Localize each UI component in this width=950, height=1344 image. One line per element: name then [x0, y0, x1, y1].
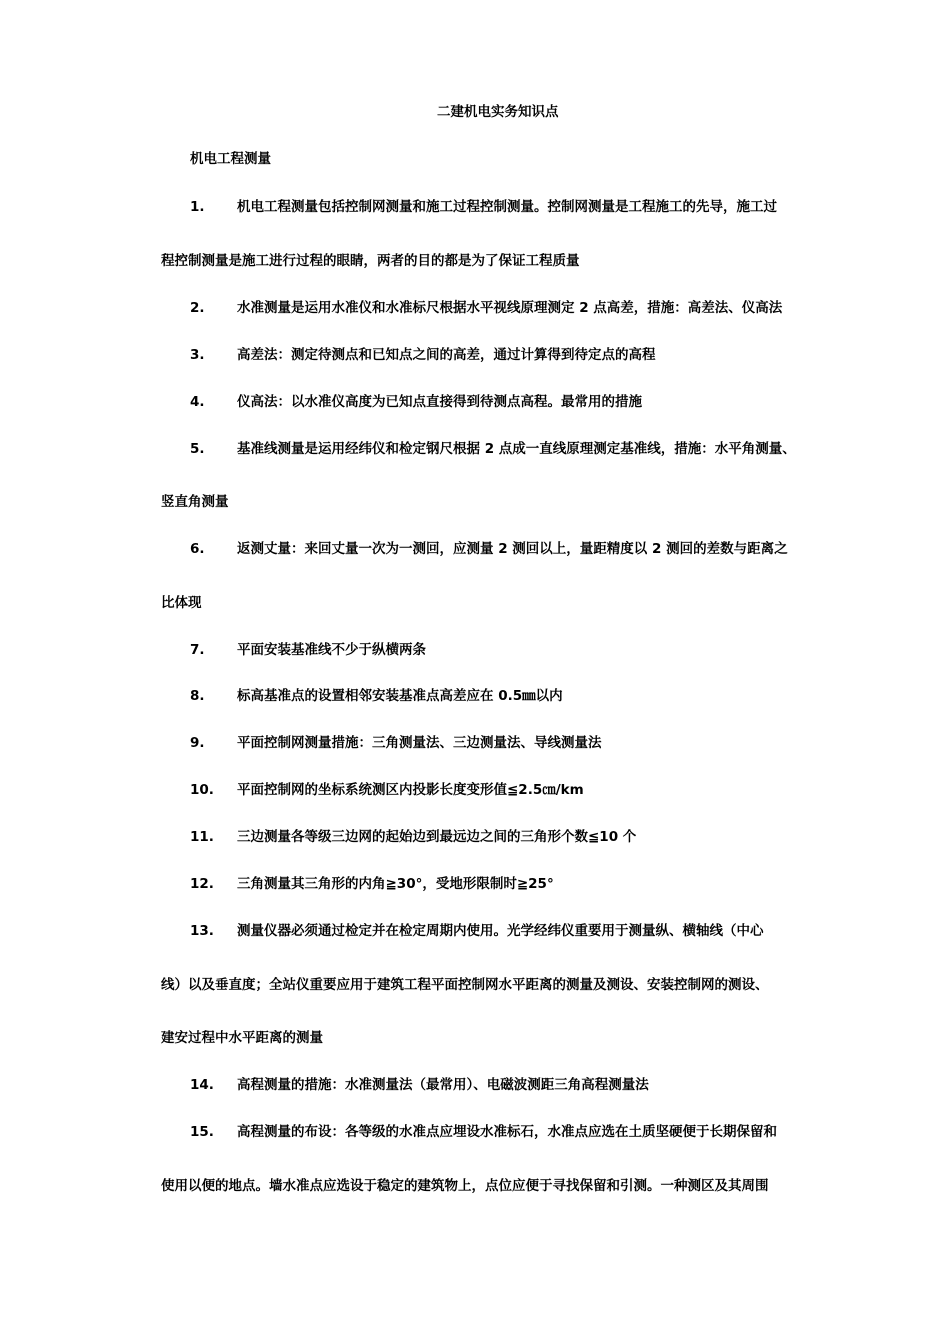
list-item-number: 8. [190, 688, 205, 704]
list-item-number: 14. [190, 1077, 214, 1093]
list-item-text-line: 三边测量各等级三边网的起始边到最远边之间的三角形个数≦10 个 [237, 829, 637, 845]
list-item-text-line: 程控制测量是施工进行过程的眼睛，两者的目的都是为了保证工程质量 [161, 253, 580, 269]
list-item-number: 1. [190, 199, 205, 215]
list-item-number: 7. [190, 642, 205, 658]
list-item-number: 9. [190, 735, 205, 751]
list-item-number: 3. [190, 347, 205, 363]
list-item-text-line: 测量仪器必须通过检定并在检定周期内使用。光学经纬仪重要用于测量纵、横轴线（中心 [237, 923, 764, 939]
list-item-number: 15. [190, 1124, 214, 1140]
list-item-text-line: 基准线测量是运用经纬仪和检定钢尺根据 2 点成一直线原理测定基准线，措施：水平角测量、 [237, 441, 796, 457]
list-item-text-line: 高程测量的措施：水准测量法（最常用）、电磁波测距三角高程测量法 [237, 1077, 649, 1093]
list-item-number: 4. [190, 394, 205, 410]
list-item-text-line: 返测丈量：来回丈量一次为一测回，应测量 2 测回以上，量距精度以 2 测回的差数与距离之 [237, 541, 788, 557]
list-item-number: 12. [190, 876, 214, 892]
list-item-text-line: 标高基准点的设置相邻安装基准点高差应在 0.5㎜以内 [237, 688, 563, 704]
list-item-number: 2. [190, 300, 205, 316]
list-item-number: 13. [190, 923, 214, 939]
list-item-number: 6. [190, 541, 205, 557]
list-item-text-line: 高程测量的布设：各等级的水准点应埋设水准标石，水准点应选在土质坚硬便于长期保留和 [237, 1124, 777, 1140]
list-item-text-line: 平面控制网的坐标系统测区内投影长度变形值≦2.5㎝/km [237, 782, 584, 798]
list-item-text-line: 仪高法：以水准仪高度为已知点直接得到待测点高程。最常用的措施 [237, 394, 642, 410]
section-heading: 机电工程测量 [190, 151, 271, 167]
list-item-text-line: 水准测量是运用水准仪和水准标尺根据水平视线原理测定 2 点高差，措施：高差法、仪高法 [237, 300, 783, 316]
list-item-number: 5. [190, 441, 205, 457]
page-title: 二建机电实务知识点 [437, 104, 559, 120]
list-item-number: 10. [190, 782, 214, 798]
list-item-text-line: 比体现 [161, 595, 202, 611]
list-item-text-line: 竖直角测量 [161, 494, 229, 510]
list-item-text-line: 平面控制网测量措施：三角测量法、三边测量法、导线测量法 [237, 735, 602, 751]
list-item-text-line: 建安过程中水平距离的测量 [161, 1030, 323, 1046]
list-item-text-line: 高差法：测定待测点和已知点之间的高差，通过计算得到待定点的高程 [237, 347, 656, 363]
list-item-text-line: 使用以便的地点。墙水准点应选设于稳定的建筑物上，点位应便于寻找保留和引测。一种测区及其周围 [161, 1178, 769, 1194]
list-item-text-line: 机电工程测量包括控制网测量和施工过程控制测量。控制网测量是工程施工的先导，施工过 [237, 199, 777, 215]
list-item-number: 11. [190, 829, 214, 845]
list-item-text-line: 线）以及垂直度；全站仪重要应用于建筑工程平面控制网水平距离的测量及测设、安装控制网的测设、 [161, 977, 769, 993]
list-item-text-line: 平面安装基准线不少于纵横两条 [237, 642, 426, 658]
list-item-text-line: 三角测量其三角形的内角≧30°，受地形限制时≧25° [237, 876, 554, 892]
